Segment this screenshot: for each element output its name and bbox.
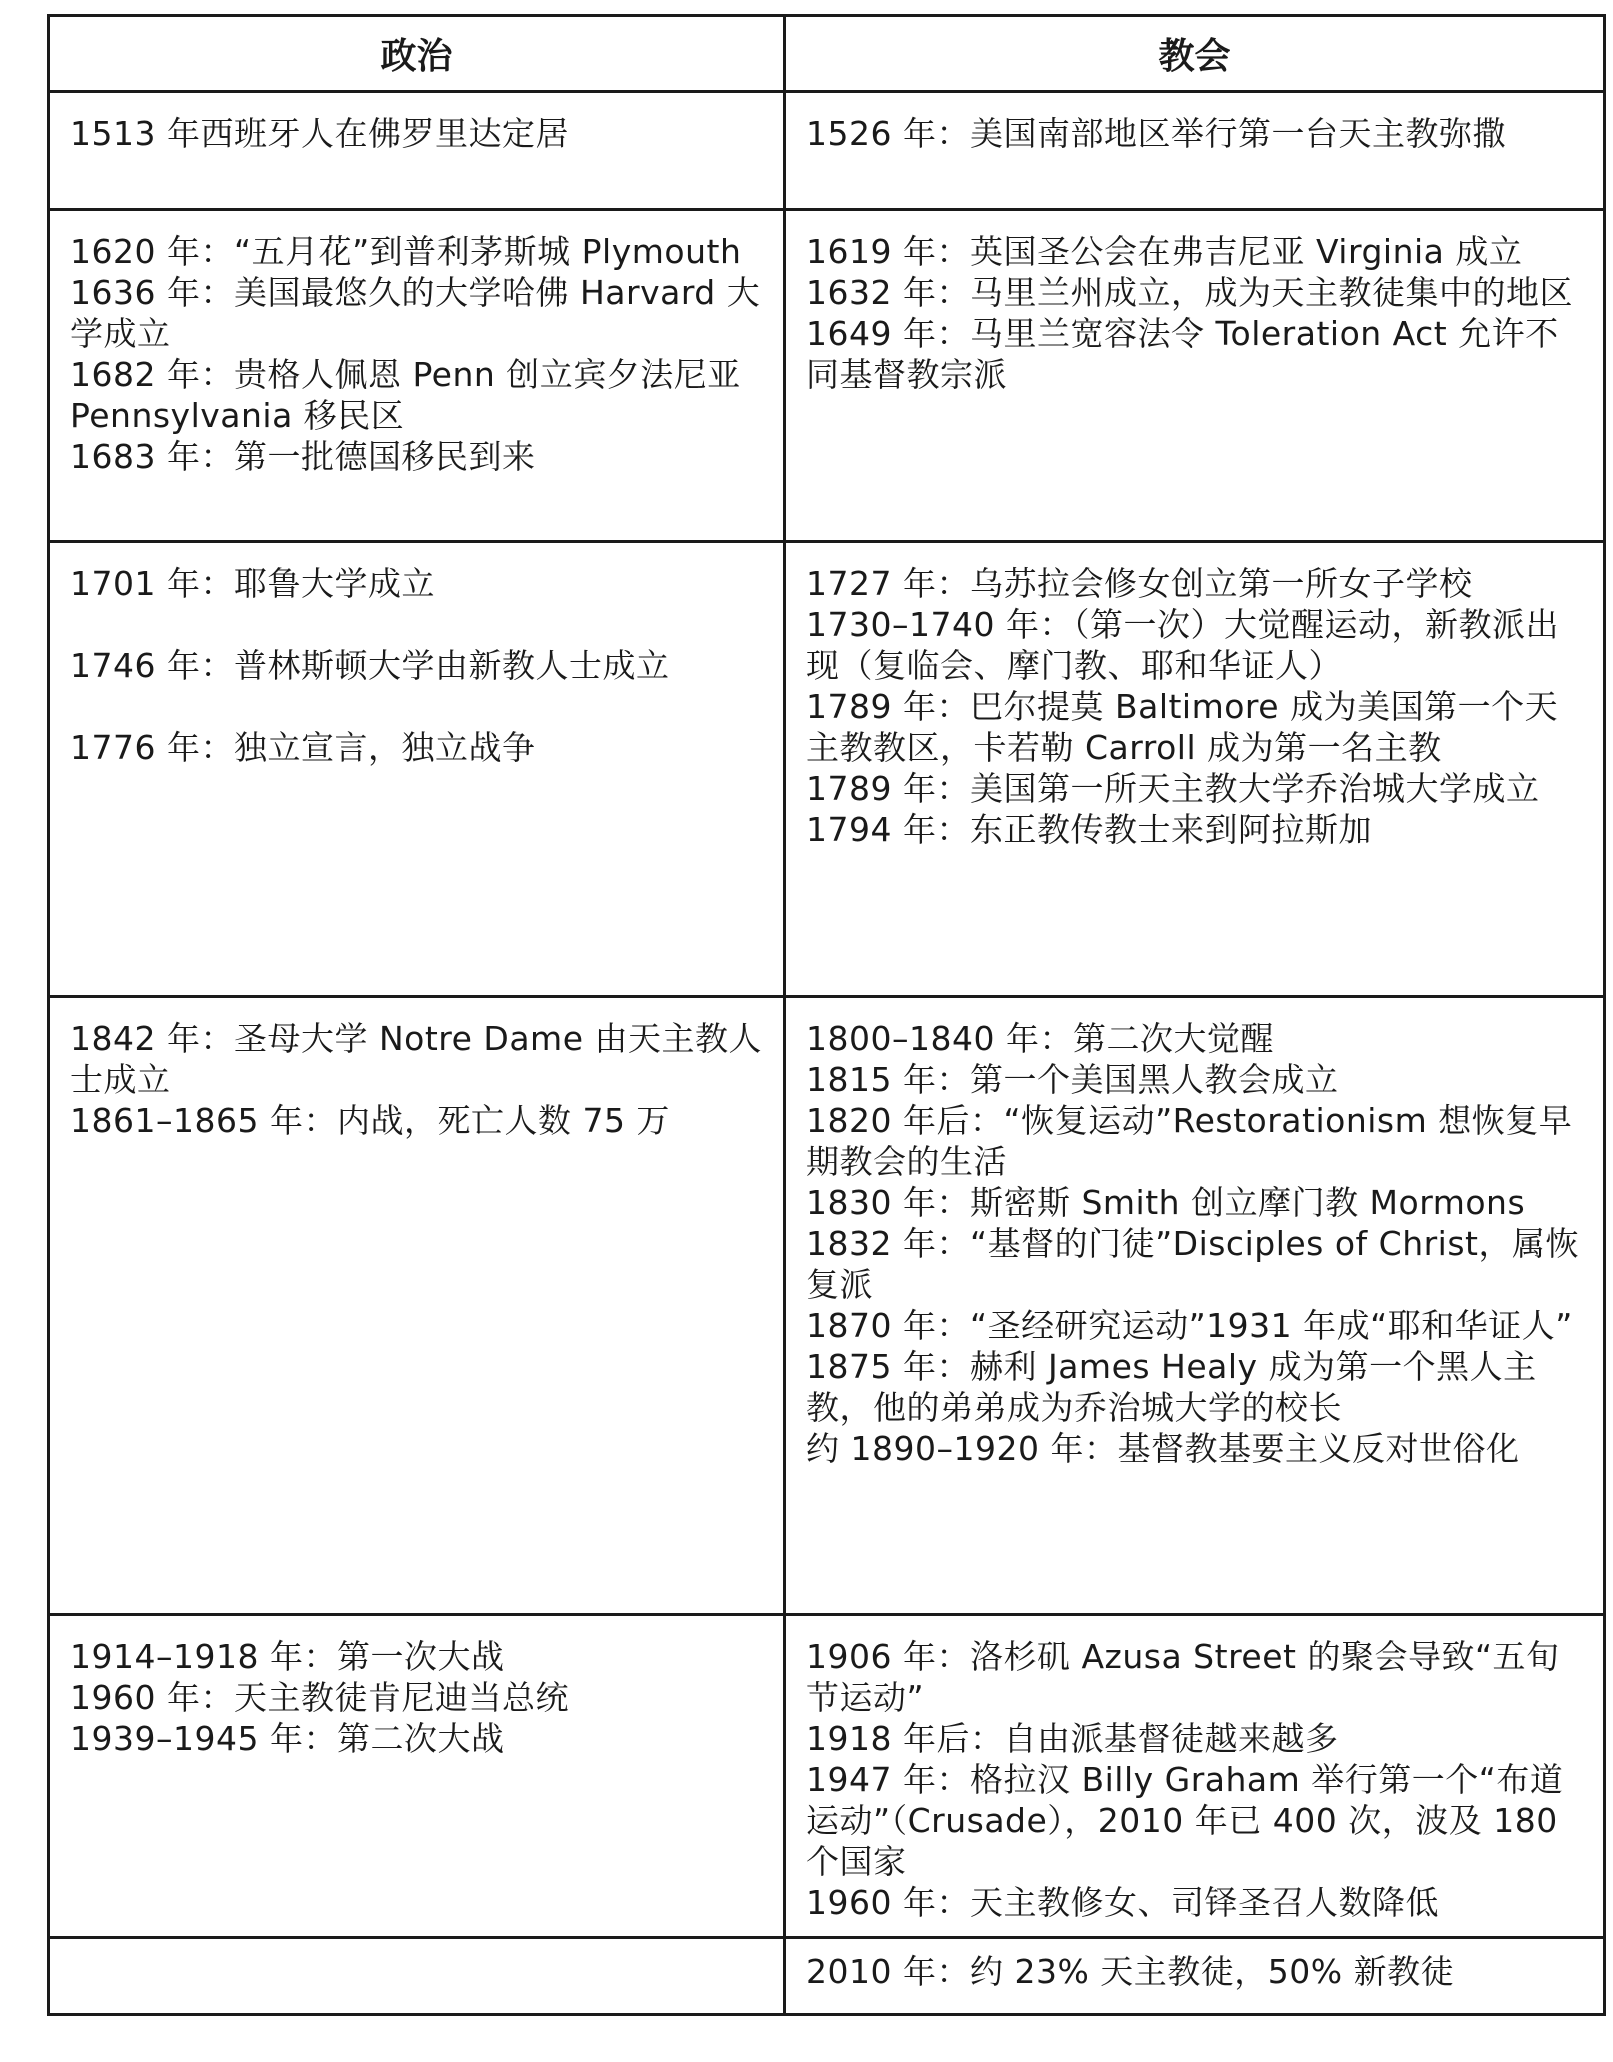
politics-cell bbox=[49, 210, 785, 542]
church-entry: 1870 年：“圣经研究运动”1931 年成“耶和华证人” bbox=[806, 1306, 1573, 1345]
table-row bbox=[49, 542, 1605, 997]
church-entry: 2010 年：约 23% 天主教徒，50% 新教徒 bbox=[806, 1952, 1455, 1991]
politics-entry: 1939–1945 年：第二次大战 bbox=[70, 1719, 505, 1758]
church-entry: 1830 年：斯密斯 Smith 创立摩门教 Mormons bbox=[806, 1183, 1526, 1222]
church-entry: 1526 年：美国南部地区举行第一台天主教弥撒 bbox=[806, 114, 1506, 153]
table-row bbox=[49, 92, 1605, 210]
politics-entry: 1842 年：圣母大学 Notre Dame 由天主教人士成立 bbox=[70, 1019, 762, 1099]
church-entry: 1730–1740 年：（第一次）大觉醒运动，新教派出现（复临会、摩门教、耶和华证人） bbox=[806, 605, 1559, 685]
church-entry: 1815 年：第一个美国黑人教会成立 bbox=[806, 1060, 1339, 1099]
church-entry: 1794 年：东正教传教士来到阿拉斯加 bbox=[806, 810, 1372, 849]
church-cell bbox=[785, 1938, 1605, 2015]
church-entry: 1789 年：美国第一所天主教大学乔治城大学成立 bbox=[806, 769, 1540, 808]
church-cell bbox=[785, 92, 1605, 210]
politics-entry: 1914–1918 年：第一次大战 bbox=[70, 1637, 505, 1676]
politics-cell-empty bbox=[49, 1938, 785, 2015]
church-cell bbox=[785, 997, 1605, 1615]
church-entry: 1960 年：天主教修女、司铎圣召人数降低 bbox=[806, 1883, 1439, 1922]
politics-entry: 1683 年：第一批德国移民到来 bbox=[70, 437, 536, 476]
church-entry: 1832 年：“基督的门徒”Disciples of Christ，属恢复派 bbox=[806, 1224, 1579, 1304]
politics-entry: 1960 年：天主教徒肯尼迪当总统 bbox=[70, 1678, 569, 1717]
politics-cell bbox=[49, 1615, 785, 1938]
church-entry: 1649 年：马里兰宽容法令 Toleration Act 允许不同基督教宗派 bbox=[806, 314, 1559, 394]
church-entry: 1820 年后：“恢复运动”Restorationism 想恢复早期教会的生活 bbox=[806, 1101, 1573, 1181]
church-entry: 1727 年：乌苏拉会修女创立第一所女子学校 bbox=[806, 564, 1473, 603]
politics-entry: 1701 年：耶鲁大学成立 bbox=[70, 564, 435, 603]
header-row bbox=[49, 16, 1605, 92]
table-row bbox=[49, 997, 1605, 1615]
politics-entry: 1513 年西班牙人在佛罗里达定居 bbox=[70, 114, 569, 153]
politics-entry: 1776 年：独立宣言，独立战争 bbox=[70, 728, 536, 767]
politics-entry: 1636 年：美国最悠久的大学哈佛 Harvard 大学成立 bbox=[70, 273, 761, 353]
table-row bbox=[49, 210, 1605, 542]
church-entry: 1632 年：马里兰州成立，成为天主教徒集中的地区 bbox=[806, 273, 1573, 312]
church-entry: 1875 年：赫利 James Healy 成为第一个黑人主教，他的弟弟成为乔治城大学的校长 bbox=[806, 1347, 1537, 1427]
politics-entry: 1620 年：“五月花”到普利茅斯城 Plymouth bbox=[70, 232, 742, 271]
table-row bbox=[49, 1938, 1605, 2015]
header-politics: 政治 bbox=[49, 16, 785, 92]
church-entry: 1800–1840 年：第二次大觉醒 bbox=[806, 1019, 1274, 1058]
church-entry: 1918 年后：自由派基督徒越来越多 bbox=[806, 1719, 1339, 1758]
church-cell bbox=[785, 542, 1605, 997]
politics-cell bbox=[49, 92, 785, 210]
church-entry: 1789 年：巴尔提莫 Baltimore 成为美国第一个天主教教区，卡若勒 Carroll 成为第一名主教 bbox=[806, 687, 1559, 767]
church-entry: 1906 年：洛杉矶 Azusa Street 的聚会导致“五旬节运动” bbox=[806, 1637, 1560, 1717]
politics-cell bbox=[49, 997, 785, 1615]
church-cell bbox=[785, 1615, 1605, 1938]
timeline-table bbox=[47, 14, 1606, 2016]
politics-entry: 1746 年：普林斯顿大学由新教人士成立 bbox=[70, 646, 670, 685]
politics-entry: 1861–1865 年：内战，死亡人数 75 万 bbox=[70, 1101, 670, 1140]
table-row bbox=[49, 1615, 1605, 1938]
header-church: 教会 bbox=[785, 16, 1605, 92]
politics-cell bbox=[49, 542, 785, 997]
church-entry: 1619 年：英国圣公会在弗吉尼亚 Virginia 成立 bbox=[806, 232, 1523, 271]
church-entry: 1947 年：格拉汉 Billy Graham 举行第一个“布道运动”（Crusade），2010 年已 400 次，波及 180 个国家 bbox=[806, 1760, 1564, 1881]
church-entry: 约 1890–1920 年：基督教基要主义反对世俗化 bbox=[806, 1429, 1520, 1468]
politics-entry: 1682 年：贵格人佩恩 Penn 创立宾夕法尼亚 Pennsylvania 移民区 bbox=[70, 355, 741, 435]
church-cell bbox=[785, 210, 1605, 542]
